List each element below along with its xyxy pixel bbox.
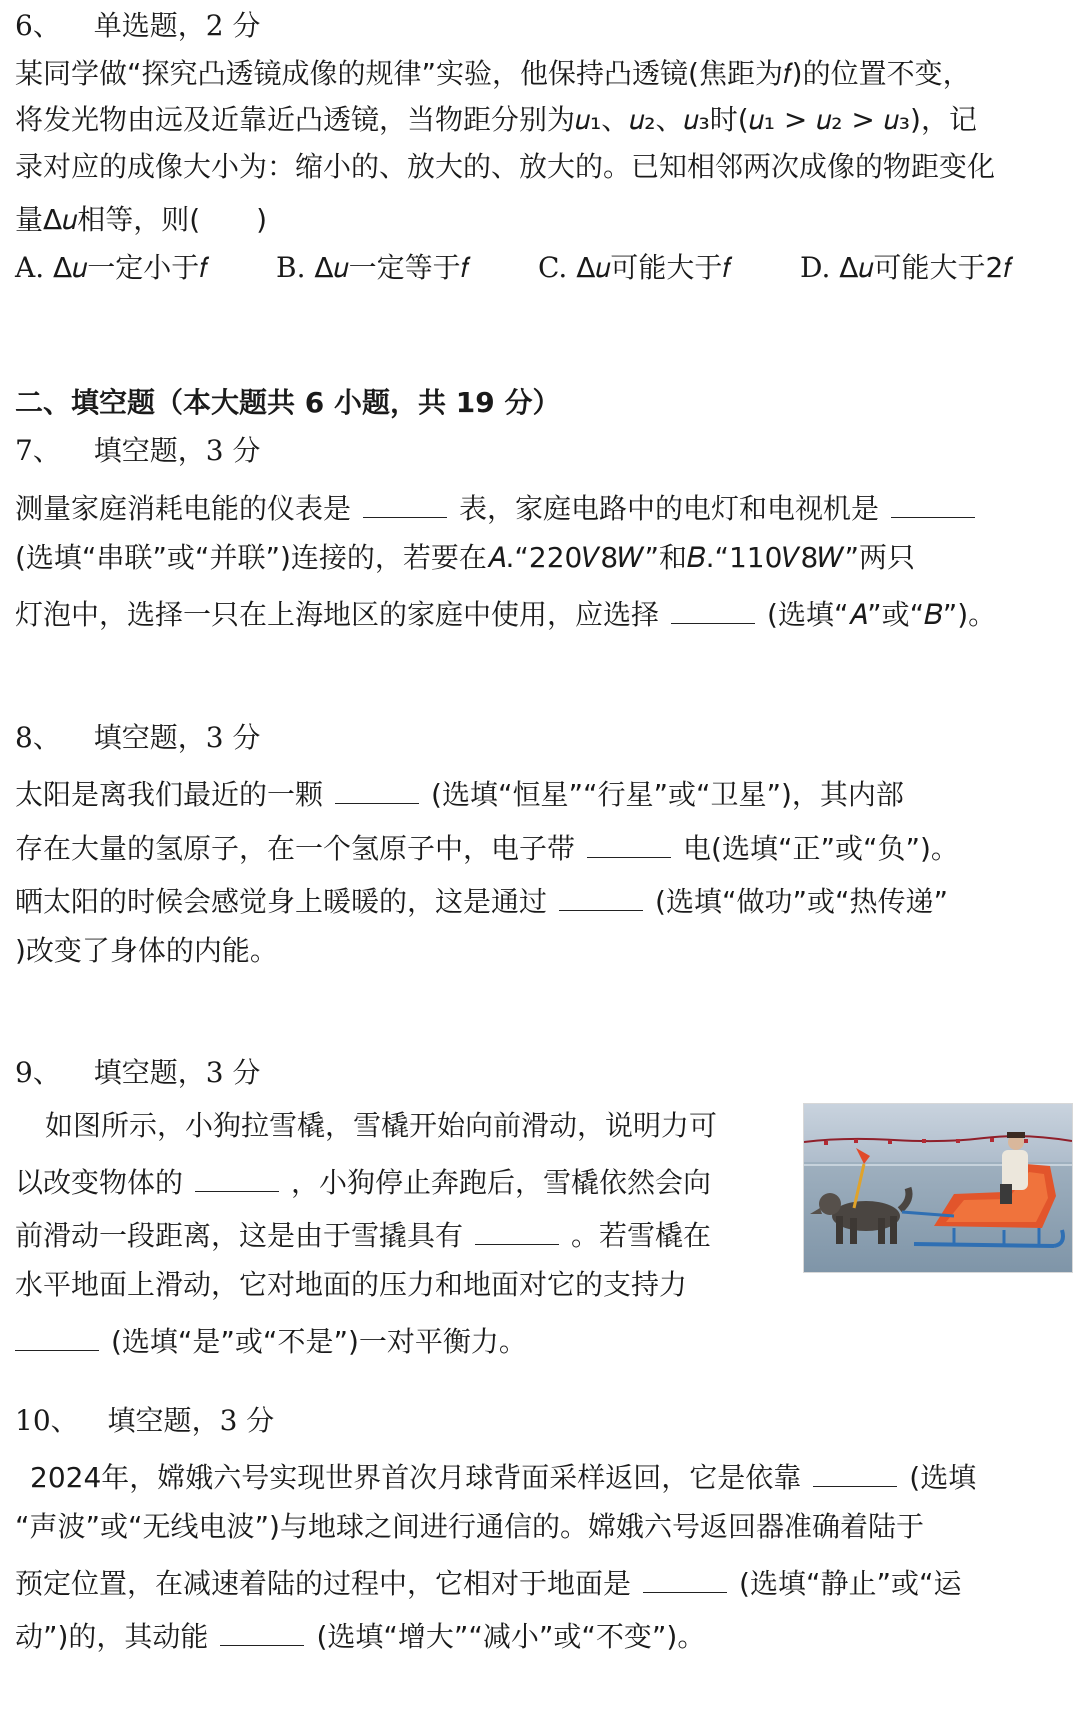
q8-line-2 bbox=[15, 827, 1060, 867]
option-a-text: Δ𝑢一定小于𝑓 bbox=[53, 251, 208, 284]
q9-type: 填空题 bbox=[93, 1056, 178, 1089]
q6-option-d[interactable] bbox=[800, 250, 1012, 286]
q10-type: 填空题 bbox=[107, 1404, 192, 1437]
q8-blank-2[interactable] bbox=[587, 827, 671, 858]
q8-number: 8、 bbox=[15, 721, 61, 754]
q9-text-3b: 。若雪橇在 bbox=[571, 1219, 712, 1252]
q10-line-3 bbox=[15, 1562, 1060, 1602]
option-b-letter: B. bbox=[276, 251, 306, 284]
q8-header bbox=[15, 720, 1060, 756]
q8-separator: ， bbox=[177, 721, 206, 754]
q8-line-3 bbox=[15, 880, 1060, 920]
q9-text-3a: 前滑动一段距离，这是由于雪撬具有 bbox=[15, 1219, 464, 1252]
q10-text-4b: (选填“增大”“减小”或“不变”)。 bbox=[316, 1620, 706, 1653]
q10-separator: ， bbox=[191, 1404, 220, 1437]
q6-separator: ， bbox=[177, 9, 206, 42]
q8-type: 填空题 bbox=[93, 721, 178, 754]
q9-blank-1[interactable] bbox=[195, 1161, 279, 1192]
q8-text-2b: 电(选填“正”或“负”)。 bbox=[683, 832, 959, 865]
q6-stem-line-3: 录对应的成像大小为：缩小的、放大的、放大的。已知相邻两次成像的物距变化 bbox=[15, 150, 996, 183]
q10-number: 10、 bbox=[15, 1404, 79, 1437]
q10-header bbox=[15, 1403, 1060, 1439]
option-c-text: Δ𝑢可能大于𝑓 bbox=[576, 251, 732, 284]
q10-line-4 bbox=[15, 1615, 1060, 1655]
q8-text-2a: 存在大量的氢原子，在一个氢原子中，电子带 bbox=[15, 832, 576, 865]
q6-type: 单选题 bbox=[93, 9, 178, 42]
q9-line-4: 水平地面上滑动，它对地面的压力和地面对它的支持力 bbox=[15, 1268, 688, 1301]
q7-text-3b: (选填“𝐴”或“𝐵”)。 bbox=[767, 598, 997, 631]
section-title: 二、填空题（本大题共 6 小题，共 19 分） bbox=[15, 386, 561, 419]
q6-option-a[interactable] bbox=[15, 250, 208, 286]
q9-header bbox=[15, 1055, 1060, 1091]
q8-blank-1[interactable] bbox=[335, 773, 419, 804]
q7-text-1a: 测量家庭消耗电能的仪表是 bbox=[15, 492, 352, 525]
q9-text-2b: ，小狗停止奔跑后，雪橇依然会向 bbox=[291, 1166, 712, 1199]
q6-stem-line-4: 量Δ𝑢相等，则( ) bbox=[15, 203, 268, 236]
q6-stem-line-2: 将发光物由远及近靠近凸透镜，当物距分别为𝑢₁、𝑢₂、𝑢₃时(𝑢₁ > 𝑢₂ > 𝑢₃)，记 bbox=[15, 103, 977, 136]
q8-line-4: )改变了身体的内能。 bbox=[15, 934, 278, 967]
q10-blank-2[interactable] bbox=[643, 1562, 727, 1593]
option-a-letter: A. bbox=[15, 251, 45, 284]
q7-type: 填空题 bbox=[93, 434, 178, 467]
q8-points: 3 分 bbox=[205, 721, 261, 754]
q10-text-1b: (选填 bbox=[909, 1461, 977, 1494]
option-d-letter: D. bbox=[800, 251, 831, 284]
q7-line-1 bbox=[15, 487, 1060, 527]
q9-line-1: 如图所示，小狗拉雪橇，雪橇开始向前滑动，说明力可 bbox=[45, 1109, 718, 1142]
q9-separator: ， bbox=[177, 1056, 206, 1089]
q8-blank-3[interactable] bbox=[559, 880, 643, 911]
q8-text-3a: 晒太阳的时候会感觉身上暖暖的，这是通过 bbox=[15, 885, 548, 918]
option-c-letter: C. bbox=[538, 251, 568, 284]
q9-blank-3[interactable] bbox=[15, 1320, 99, 1351]
q7-separator: ， bbox=[177, 434, 206, 467]
q7-header bbox=[15, 433, 1060, 469]
q8-text-1b: (选填“恒星”“行星”或“卫星”)，其内部 bbox=[431, 778, 904, 811]
q7-text-3a: 灯泡中，选择一只在上海地区的家庭中使用，应选择 bbox=[15, 598, 660, 631]
q8-text-1a: 太阳是离我们最近的一颗 bbox=[15, 778, 324, 811]
q9-points: 3 分 bbox=[205, 1056, 261, 1089]
q6-points: 2 分 bbox=[205, 9, 261, 42]
q10-points: 3 分 bbox=[219, 1404, 275, 1437]
q10-text-3b: (选填“静止”或“运 bbox=[739, 1567, 962, 1600]
q6-number: 6、 bbox=[15, 9, 61, 42]
q9-blank-2[interactable] bbox=[475, 1214, 559, 1245]
option-b-text: Δ𝑢一定等于𝑓 bbox=[314, 251, 470, 284]
q9-text-2a: 以改变物体的 bbox=[15, 1166, 184, 1199]
q7-number: 7、 bbox=[15, 434, 61, 467]
q10-line-1 bbox=[30, 1456, 1060, 1496]
q8-line-1 bbox=[15, 773, 1060, 813]
q8-text-3b: (选填“做功”或“热传递” bbox=[655, 885, 948, 918]
q7-blank-2[interactable] bbox=[891, 487, 975, 518]
option-d-text: Δ𝑢可能大于2𝑓 bbox=[839, 251, 1012, 284]
q10-text-4a: 动”)的，其动能 bbox=[15, 1620, 209, 1653]
q10-text-3a: 预定位置，在减速着陆的过程中，它相对于地面是 bbox=[15, 1567, 632, 1600]
q7-line-3 bbox=[15, 593, 1060, 633]
q6-option-b[interactable] bbox=[276, 250, 469, 286]
q7-line-2: (选填“串联”或“并联”)连接的，若要在𝐴.“220𝑉8𝑊”和𝐵.“110𝑉8𝑊”两只 bbox=[15, 541, 916, 574]
q10-blank-1[interactable] bbox=[813, 1456, 897, 1487]
q10-line-2: “声波”或“无线电波”)与地球之间进行通信的。嫦娥六号返回器准确着陆于 bbox=[15, 1510, 924, 1543]
q7-blank-3[interactable] bbox=[671, 593, 755, 624]
q6-header bbox=[15, 8, 1060, 44]
q7-points: 3 分 bbox=[205, 434, 261, 467]
q6-option-c[interactable] bbox=[538, 250, 731, 286]
q10-text-1a: 2024年，嫦娥六号实现世界首次月球背面采样返回，它是依靠 bbox=[30, 1461, 802, 1494]
q6-stem-line-1: 某同学做“探究凸透镜成像的规律”实验，他保持凸透镜(焦距为𝑓)的位置不变， bbox=[15, 57, 971, 90]
q10-blank-3[interactable] bbox=[220, 1615, 304, 1646]
q9-text-5: (选填“是”或“不是”)一对平衡力。 bbox=[111, 1325, 527, 1358]
q9-line-5 bbox=[15, 1320, 1060, 1360]
q9-number: 9、 bbox=[15, 1056, 61, 1089]
q7-blank-1[interactable] bbox=[363, 487, 447, 518]
dog-sled-photo bbox=[803, 1103, 1073, 1273]
q7-text-1b: 表，家庭电路中的电灯和电视机是 bbox=[459, 492, 880, 525]
